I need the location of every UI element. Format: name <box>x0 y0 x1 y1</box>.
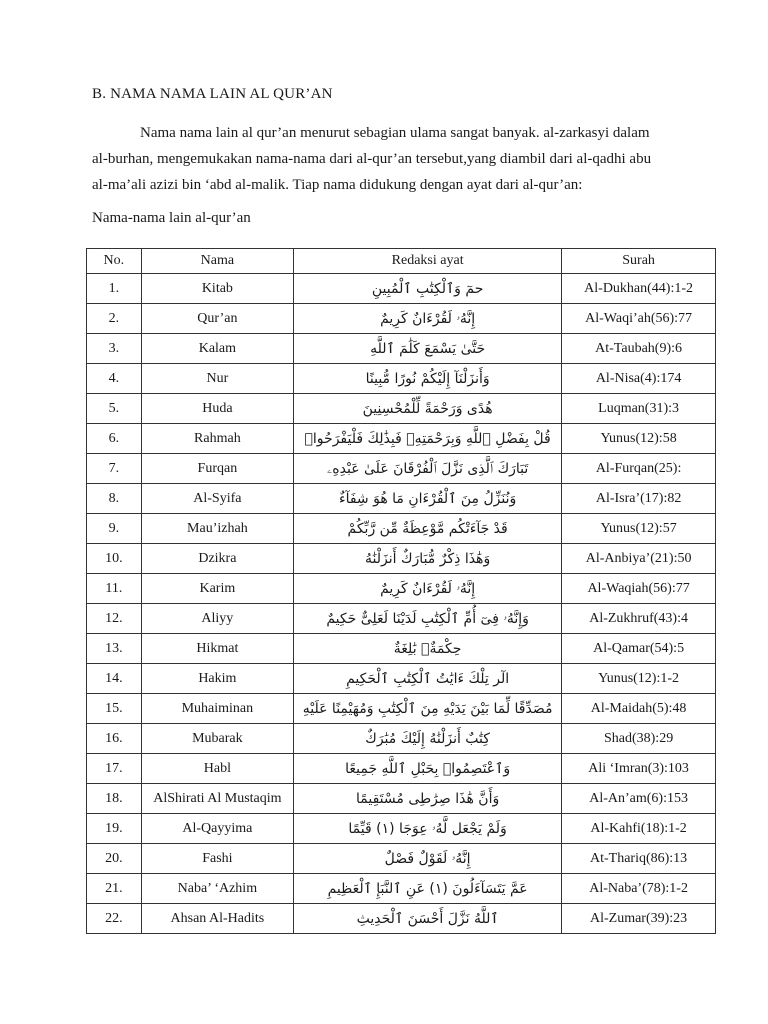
table-row <box>87 394 716 424</box>
cell-redaksi-ayat: الٓر تِلْكَ ءَايَٰتُ ٱلْكِتَٰبِ ٱلْحَكِيمِ <box>294 664 562 694</box>
cell-redaksi-ayat: مُصَدِّقًا لِّمَا بَيْنَ يَدَيْهِ مِنَ ٱلْكِتَٰبِ وَمُهَيْمِنًا عَلَيْهِ <box>294 694 562 724</box>
cell-no: 6. <box>87 424 142 454</box>
cell-redaksi-ayat: وَهَٰذَا ذِكْرٌ مُّبَارَكٌ أَنزَلْنَٰهُ <box>294 544 562 574</box>
cell-surah: Yunus(12):58 <box>562 424 716 454</box>
cell-surah: Al-Nisa(4):174 <box>562 364 716 394</box>
table-row <box>87 514 716 544</box>
cell-no: 15. <box>87 694 142 724</box>
cell-no: 12. <box>87 604 142 634</box>
table-row <box>87 484 716 514</box>
table-row <box>87 274 716 304</box>
cell-no: 7. <box>87 454 142 484</box>
cell-nama: Furqan <box>141 454 293 484</box>
cell-surah: Al-Waqi’ah(56):77 <box>562 304 716 334</box>
table-row <box>87 364 716 394</box>
table-row <box>87 574 716 604</box>
cell-nama: Karim <box>141 574 293 604</box>
table-caption: Nama-nama lain al-qur’an <box>92 210 251 226</box>
table-row <box>87 544 716 574</box>
cell-surah: Al-Qamar(54):5 <box>562 634 716 664</box>
header-no: No. <box>87 249 142 274</box>
cell-surah: Al-Naba’(78):1-2 <box>562 874 716 904</box>
cell-redaksi-ayat: إِنَّهُۥ لَقُرْءَانٌ كَرِيمٌ <box>294 304 562 334</box>
cell-redaksi-ayat: ٱللَّهُ نَزَّلَ أَحْسَنَ ٱلْحَدِيثِ <box>294 904 562 934</box>
table-row <box>87 784 716 814</box>
cell-no: 2. <box>87 304 142 334</box>
cell-redaksi-ayat: حَتَّىٰ يَسْمَعَ كَلَٰمَ ٱللَّهِ <box>294 334 562 364</box>
cell-redaksi-ayat: إِنَّهُۥ لَقُرْءَانٌ كَرِيمٌ <box>294 574 562 604</box>
table-header-row <box>87 249 716 274</box>
cell-no: 14. <box>87 664 142 694</box>
cell-surah: Al-Waqiah(56):77 <box>562 574 716 604</box>
cell-redaksi-ayat: إِنَّهُۥ لَقَوْلٌ فَصْلٌ <box>294 844 562 874</box>
cell-nama: Al-Qayyima <box>141 814 293 844</box>
cell-nama: Al-Syifa <box>141 484 293 514</box>
cell-redaksi-ayat: عَمَّ يَتَسَآءَلُونَ (١) عَنِ ٱلنَّبَإِ ٱلْعَظِيمِ <box>294 874 562 904</box>
cell-no: 16. <box>87 724 142 754</box>
cell-nama: Kalam <box>141 334 293 364</box>
cell-no: 21. <box>87 874 142 904</box>
cell-surah: At-Taubah(9):6 <box>562 334 716 364</box>
cell-nama: Dzikra <box>141 544 293 574</box>
cell-redaksi-ayat: قَدْ جَآءَتْكُم مَّوْعِظَةٌ مِّن رَّبِّكُمْ <box>294 514 562 544</box>
table-row <box>87 844 716 874</box>
cell-surah: Al-Maidah(5):48 <box>562 694 716 724</box>
cell-redaksi-ayat: وَلَمْ يَجْعَل لَّهُۥ عِوَجَا (١) قَيِّمًا <box>294 814 562 844</box>
cell-surah: Yunus(12):1-2 <box>562 664 716 694</box>
cell-nama: Huda <box>141 394 293 424</box>
table-row <box>87 724 716 754</box>
cell-no: 5. <box>87 394 142 424</box>
table-row <box>87 664 716 694</box>
cell-no: 4. <box>87 364 142 394</box>
cell-nama: Fashi <box>141 844 293 874</box>
cell-no: 20. <box>87 844 142 874</box>
cell-nama: Hikmat <box>141 634 293 664</box>
table-row <box>87 814 716 844</box>
table-row <box>87 754 716 784</box>
cell-redaksi-ayat: كِتَٰبٌ أَنزَلْنَٰهُ إِلَيْكَ مُبَٰرَكٌ <box>294 724 562 754</box>
cell-nama: Rahmah <box>141 424 293 454</box>
cell-redaksi-ayat: وَأَنَّ هَٰذَا صِرَٰطِى مُسْتَقِيمًا <box>294 784 562 814</box>
table-body <box>87 274 716 934</box>
cell-no: 13. <box>87 634 142 664</box>
cell-nama: Muhaiminan <box>141 694 293 724</box>
cell-nama: Nur <box>141 364 293 394</box>
cell-surah: Al-Anbiya’(21):50 <box>562 544 716 574</box>
cell-no: 22. <box>87 904 142 934</box>
cell-surah: Luqman(31):3 <box>562 394 716 424</box>
intro-paragraph <box>92 120 682 198</box>
cell-no: 18. <box>87 784 142 814</box>
cell-surah: Ali ‘Imran(3):103 <box>562 754 716 784</box>
cell-no: 1. <box>87 274 142 304</box>
cell-nama: Hakim <box>141 664 293 694</box>
cell-surah: At-Thariq(86):13 <box>562 844 716 874</box>
cell-nama: AlShirati Al Mustaqim <box>141 784 293 814</box>
cell-surah: Al-Furqan(25): <box>562 454 716 484</box>
cell-surah: Shad(38):29 <box>562 724 716 754</box>
header-surah: Surah <box>562 249 716 274</box>
cell-surah: Al-Dukhan(44):1-2 <box>562 274 716 304</box>
paragraph-line: Nama nama lain al qur’an menurut sebagian ulama sangat banyak. al-zarkasyi dalam <box>140 125 650 141</box>
paragraph-line: al-ma’ali azizi bin ‘abd al-malik. Tiap nama didukung dengan ayat dari al-qur’an: <box>92 177 583 193</box>
header-redaksi-ayat: Redaksi ayat <box>294 249 562 274</box>
cell-nama: Aliyy <box>141 604 293 634</box>
cell-redaksi-ayat: وَنُنَزِّلُ مِنَ ٱلْقُرْءَانِ مَا هُوَ شِفَآءٌ <box>294 484 562 514</box>
cell-nama: Mubarak <box>141 724 293 754</box>
cell-nama: Qur’an <box>141 304 293 334</box>
cell-nama: Kitab <box>141 274 293 304</box>
cell-no: 17. <box>87 754 142 784</box>
cell-redaksi-ayat: حِكْمَةٌۢ بَٰلِغَةٌ <box>294 634 562 664</box>
cell-surah: Yunus(12):57 <box>562 514 716 544</box>
table-row <box>87 874 716 904</box>
cell-surah: Al-Isra’(17):82 <box>562 484 716 514</box>
cell-redaksi-ayat: وَإِنَّهُۥ فِىٓ أُمِّ ٱلْكِتَٰبِ لَدَيْنَا لَعَلِىٌّ حَكِيمٌ <box>294 604 562 634</box>
cell-no: 19. <box>87 814 142 844</box>
cell-nama: Ahsan Al-Hadits <box>141 904 293 934</box>
header-nama: Nama <box>141 249 293 274</box>
names-table <box>86 248 716 934</box>
cell-redaksi-ayat: هُدًى وَرَحْمَةً لِّلْمُحْسِنِينَ <box>294 394 562 424</box>
cell-redaksi-ayat: تَبَارَكَ ٱلَّذِى نَزَّلَ ٱلْفُرْقَانَ عَلَىٰ عَبْدِهِۦ <box>294 454 562 484</box>
table-row <box>87 694 716 724</box>
cell-surah: Al-Kahfi(18):1-2 <box>562 814 716 844</box>
table-row <box>87 904 716 934</box>
cell-surah: Al-Zumar(39):23 <box>562 904 716 934</box>
table-row <box>87 454 716 484</box>
table-row <box>87 634 716 664</box>
cell-surah: Al-An’am(6):153 <box>562 784 716 814</box>
table-row <box>87 334 716 364</box>
cell-no: 10. <box>87 544 142 574</box>
cell-nama: Habl <box>141 754 293 784</box>
cell-nama: Naba’ ‘Azhim <box>141 874 293 904</box>
table-row <box>87 604 716 634</box>
cell-redaksi-ayat: وَأَنزَلْنَآ إِلَيْكُمْ نُورًا مُّبِينًا <box>294 364 562 394</box>
cell-redaksi-ayat: قُلْ بِفَضْلِ ٱللَّهِ وَبِرَحْمَتِهِۦ فَبِذَٰلِكَ فَلْيَفْرَحُوا۟ <box>294 424 562 454</box>
cell-no: 8. <box>87 484 142 514</box>
cell-surah: Al-Zukhruf(43):4 <box>562 604 716 634</box>
paragraph-line: al-burhan, mengemukakan nama-nama dari al-qur’an tersebut,yang diambil dari al-qadhi abu <box>92 151 652 167</box>
table-row <box>87 424 716 454</box>
cell-nama: Mau’izhah <box>141 514 293 544</box>
cell-redaksi-ayat: حمٓ وَٱلْكِتَٰبِ ٱلْمُبِينِ <box>294 274 562 304</box>
section-heading: B. NAMA NAMA LAIN AL QUR’AN <box>92 86 333 102</box>
cell-no: 11. <box>87 574 142 604</box>
cell-no: 9. <box>87 514 142 544</box>
table-row <box>87 304 716 334</box>
cell-redaksi-ayat: وَٱعْتَصِمُوا۟ بِحَبْلِ ٱللَّهِ جَمِيعًا <box>294 754 562 784</box>
cell-no: 3. <box>87 334 142 364</box>
